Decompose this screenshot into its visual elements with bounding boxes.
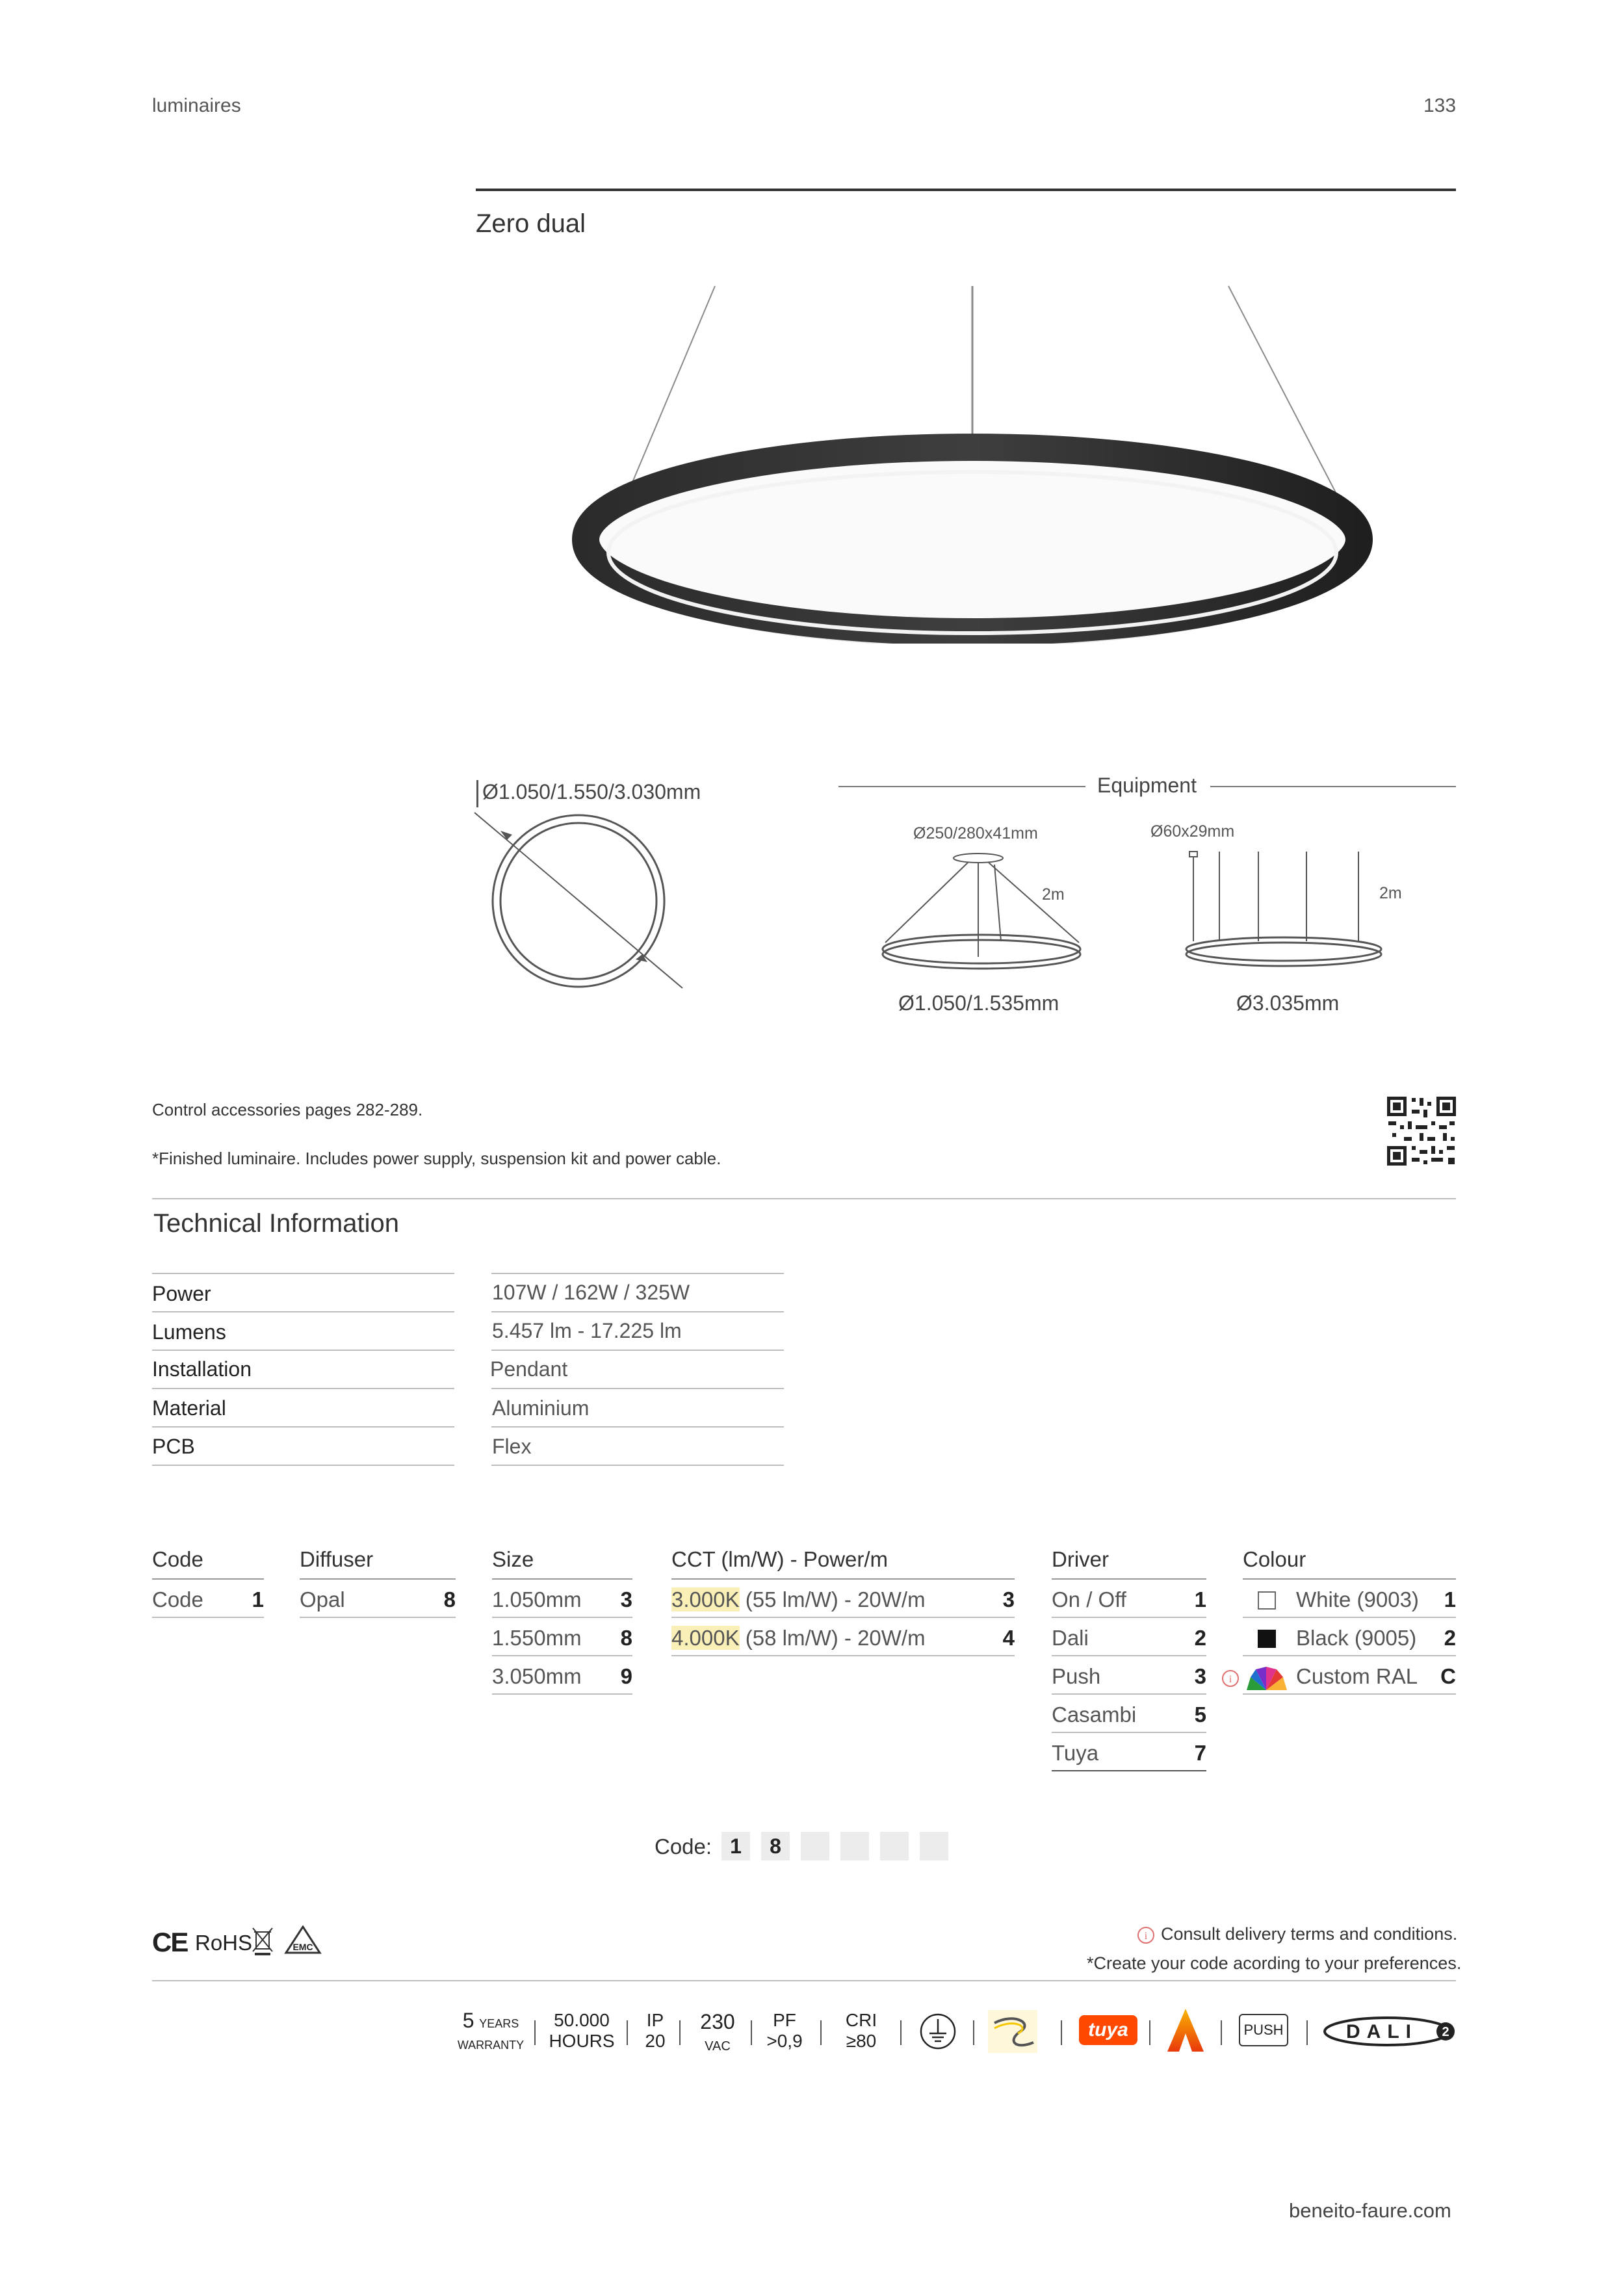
pf-label: PF <box>773 2010 796 2030</box>
equipment-rule-left <box>838 786 1085 787</box>
separator <box>751 2020 752 2045</box>
row-rule <box>1243 1693 1456 1695</box>
row-rule <box>671 1655 1015 1656</box>
colour-option[interactable]: Black (9005) <box>1296 1626 1417 1650</box>
col-header-diffuser: Diffuser <box>300 1547 374 1571</box>
driver-option-num: 3 <box>1194 1664 1206 1688</box>
title-rule <box>476 189 1456 191</box>
col-rule <box>1243 1578 1456 1580</box>
colour-option-num: 2 <box>1444 1626 1456 1650</box>
create-note: *Create your code acording to your preferences. <box>1087 1953 1462 1973</box>
colour-option[interactable]: White (9003) <box>1296 1587 1419 1611</box>
cri-badge <box>838 2010 884 2052</box>
separator <box>627 2020 628 2045</box>
info-icon[interactable] <box>1136 1925 1156 1945</box>
driver-option[interactable]: Tuya <box>1052 1741 1099 1765</box>
hours-num: 50.000 <box>554 2010 610 2030</box>
size-option-num: 3 <box>620 1587 632 1611</box>
control-note: Control accessories pages 282-289. <box>152 1100 423 1119</box>
col-header-size: Size <box>492 1547 534 1571</box>
cct-detail: (58 lm/W) - 20W/m <box>739 1626 926 1650</box>
separator <box>973 2020 974 2045</box>
equipment-rule-right <box>1210 786 1456 787</box>
tech-label-material: Material <box>152 1396 226 1420</box>
dali-logo-icon <box>1322 2015 1457 2048</box>
row-rule <box>1052 1617 1206 1618</box>
col-rule <box>671 1578 1015 1580</box>
separator <box>1306 2020 1308 2045</box>
tech-rule <box>152 1273 454 1274</box>
tech-value-lumens: 5.457 lm - 17.225 lm <box>492 1319 682 1342</box>
tech-label-installation: Installation <box>152 1357 252 1381</box>
driver-option-num: 1 <box>1194 1587 1206 1611</box>
code-option[interactable]: Code <box>152 1587 203 1611</box>
size-option-num: 8 <box>620 1626 632 1650</box>
push-logo: PUSH <box>1239 2014 1288 2046</box>
tech-label-lumens: Lumens <box>152 1320 226 1344</box>
tech-label-pcb: PCB <box>152 1435 195 1458</box>
tech-rule <box>491 1426 784 1428</box>
section-label: luminaires <box>152 95 241 116</box>
colour-option-num: 1 <box>1444 1587 1456 1611</box>
website-link[interactable]: beneito-faure.com <box>1289 2199 1451 2222</box>
row-rule <box>1243 1655 1456 1656</box>
warranty-num: 5 <box>462 2009 474 2032</box>
tech-value-material: Aluminium <box>492 1396 590 1420</box>
driver-option[interactable]: On / Off <box>1052 1587 1126 1611</box>
ring-top-view <box>468 806 702 1001</box>
col-rule <box>492 1578 632 1580</box>
separator <box>900 2020 902 2045</box>
col-rule <box>152 1578 264 1580</box>
code-box[interactable] <box>880 1832 909 1860</box>
earth-ground-icon <box>919 2013 957 2050</box>
separator <box>1149 2020 1150 2045</box>
delivery-note[interactable]: Consult delivery terms and conditions. <box>1161 1924 1458 1944</box>
black-swatch-icon <box>1258 1630 1276 1648</box>
product-image <box>559 280 1378 644</box>
row-rule <box>152 1617 264 1618</box>
dali-text: DALI <box>1346 2021 1418 2042</box>
pf-num: >0,9 <box>766 2031 803 2052</box>
size-option[interactable]: 1.550mm <box>492 1626 582 1650</box>
driver-option[interactable]: Push <box>1052 1664 1101 1688</box>
row-rule <box>1052 1655 1206 1656</box>
col-rule <box>300 1578 456 1580</box>
separator <box>1221 2020 1222 2045</box>
separator <box>820 2020 822 2045</box>
cct-option[interactable] <box>671 1626 926 1650</box>
col-rule <box>1052 1578 1206 1580</box>
code-box[interactable] <box>920 1832 948 1860</box>
row-rule <box>1052 1693 1206 1695</box>
row-rule <box>1052 1732 1206 1733</box>
vac-badge <box>692 2010 744 2055</box>
equipment-drawing-large <box>1176 845 1404 975</box>
col-header-driver: Driver <box>1052 1547 1109 1571</box>
separator <box>679 2020 681 2045</box>
cable-length-a: 2m <box>1042 885 1065 904</box>
driver-option-num: 5 <box>1194 1702 1206 1727</box>
ip-badge <box>639 2010 671 2052</box>
code-box[interactable]: 1 <box>721 1832 750 1860</box>
flex-led-icon <box>988 2010 1037 2053</box>
warranty-years: YEARS <box>479 2017 519 2030</box>
cct-detail: (55 lm/W) - 20W/m <box>739 1587 926 1611</box>
tech-rule <box>152 1465 454 1466</box>
tech-value-power: 107W / 162W / 325W <box>492 1281 690 1304</box>
footer-rule <box>152 1980 1456 1981</box>
weee-bin-icon <box>251 1925 274 1957</box>
section-rule <box>152 1198 1456 1199</box>
row-rule <box>671 1617 1015 1618</box>
cri-num: ≥80 <box>846 2031 877 2052</box>
code-box[interactable] <box>801 1832 829 1860</box>
finished-note: *Finished luminaire. Includes power supply, suspension kit and power cable. <box>152 1149 721 1168</box>
tech-heading: Technical Information <box>153 1209 399 1238</box>
code-builder-label: Code: <box>655 1834 712 1859</box>
product-title: Zero dual <box>476 209 586 238</box>
hours-badge <box>546 2010 617 2052</box>
driver-option[interactable]: Dali <box>1052 1626 1089 1650</box>
size-option[interactable]: 3.050mm <box>492 1664 582 1688</box>
code-box[interactable]: 8 <box>761 1832 790 1860</box>
canopy-large: Ø60x29mm <box>1150 822 1235 841</box>
driver-option-num: 7 <box>1194 1741 1206 1765</box>
page-number: 133 <box>1423 95 1457 116</box>
size-option-num: 9 <box>620 1664 632 1688</box>
ral-colour-fan-icon <box>1243 1664 1290 1693</box>
cct-option-num: 3 <box>1002 1587 1015 1611</box>
svg-text:i: i <box>1228 1674 1232 1685</box>
ip-num: 20 <box>645 2031 666 2052</box>
cct-option-num: 4 <box>1002 1626 1015 1650</box>
rohs-mark: RoHS <box>195 1931 253 1955</box>
row-rule <box>300 1617 456 1618</box>
pf-badge <box>762 2010 807 2052</box>
separator <box>1061 2020 1062 2045</box>
white-swatch-icon <box>1258 1591 1276 1610</box>
diam-large: Ø3.035mm <box>1236 991 1340 1015</box>
row-rule <box>492 1693 632 1695</box>
canopy-small: Ø250/280x41mm <box>913 824 1038 842</box>
colour-option-num: C <box>1440 1664 1456 1688</box>
tuya-logo: tuya <box>1079 2015 1137 2045</box>
equipment-label: Equipment <box>1097 774 1197 797</box>
dali-version: 2 <box>1442 2025 1449 2039</box>
col-header-colour: Colour <box>1243 1547 1306 1571</box>
diffuser-option-num: 8 <box>443 1587 456 1611</box>
code-box[interactable] <box>840 1832 869 1860</box>
cct-kelvin: 3.000K <box>671 1587 740 1611</box>
hours-label: HOURS <box>549 2031 615 2052</box>
row-rule <box>492 1617 632 1618</box>
casambi-logo-icon <box>1166 2007 1205 2053</box>
cable-length-b: 2m <box>1379 884 1402 902</box>
diffuser-option[interactable]: Opal <box>300 1587 345 1611</box>
tech-rule <box>152 1311 454 1312</box>
svg-text:i: i <box>1144 1931 1148 1942</box>
driver-option[interactable]: Casambi <box>1052 1702 1137 1727</box>
warranty-badge <box>455 2009 526 2054</box>
tech-value-pcb: Flex <box>492 1435 532 1458</box>
cct-kelvin: 4.000K <box>671 1626 740 1650</box>
code-option-num: 1 <box>252 1587 264 1611</box>
diam-small: Ø1.050/1.535mm <box>898 991 1059 1015</box>
cct-option[interactable] <box>671 1587 926 1612</box>
colour-option[interactable]: Custom RAL <box>1296 1664 1418 1688</box>
vac-label: VAC <box>705 2039 731 2054</box>
separator <box>534 2020 536 2045</box>
info-icon[interactable] <box>1221 1669 1240 1688</box>
equipment-drawing-small <box>877 845 1092 975</box>
col-header-code: Code <box>152 1547 203 1571</box>
row-rule <box>1052 1770 1206 1771</box>
diameter-options: Ø1.050/1.550/3.030mm <box>482 780 701 803</box>
row-rule <box>1243 1617 1456 1618</box>
row-rule <box>492 1655 632 1656</box>
tech-rule <box>491 1465 784 1466</box>
ip-label: IP <box>646 2010 664 2030</box>
qr-code[interactable] <box>1386 1095 1457 1167</box>
emc-text: EMC <box>292 1942 313 1952</box>
tech-value-installation: Pendant <box>490 1357 568 1381</box>
size-option[interactable]: 1.050mm <box>492 1587 582 1611</box>
emc-mark-icon <box>283 1925 322 1955</box>
dim-tick <box>476 780 478 807</box>
col-header-cct: CCT (lm/W) - Power/m <box>671 1547 889 1571</box>
vac-num: 230 <box>700 2010 735 2033</box>
cri-label: CRI <box>845 2010 877 2030</box>
driver-option-num: 2 <box>1194 1626 1206 1650</box>
warranty-label: WARRANTY <box>457 2038 525 2052</box>
ce-mark: CE <box>152 1927 188 1957</box>
tech-label-power: Power <box>152 1282 211 1305</box>
tech-rule <box>152 1426 454 1428</box>
